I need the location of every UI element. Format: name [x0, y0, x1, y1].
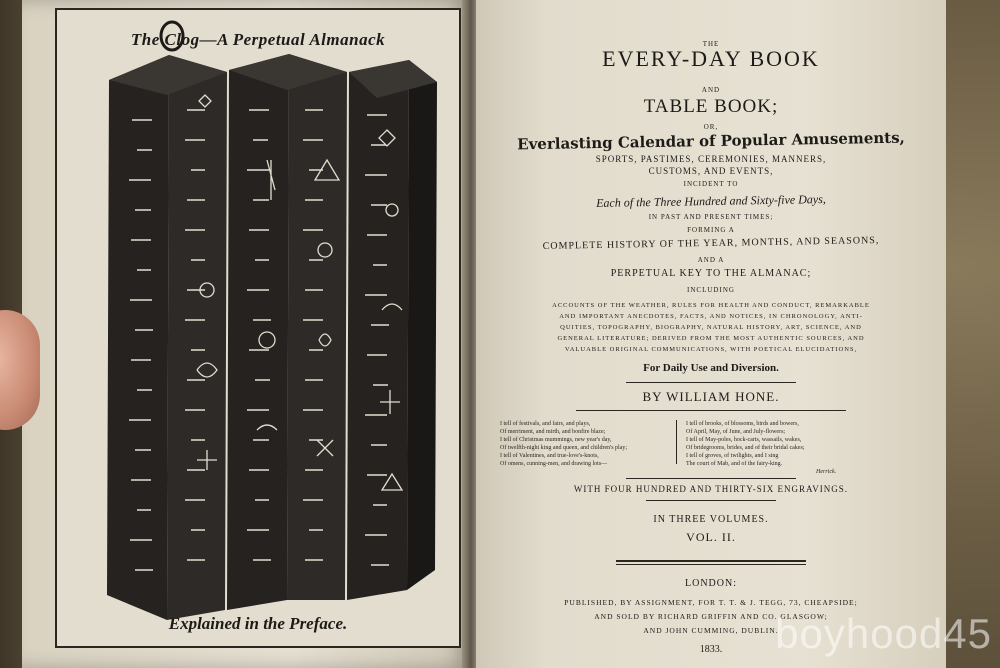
para-line-4: GENERAL LITERATURE; DERIVED FROM THE MOST AUTHENTIC SOURCES, AND — [557, 335, 865, 342]
year-line: 1833. — [699, 644, 723, 655]
plate-caption: Explained in the Preface. — [168, 614, 348, 633]
verse-right-line: Of April, May, of June, and July-flowers; — [686, 429, 786, 435]
line-sports: SPORTS, PASTIMES, CEREMONIES, MANNERS, — [595, 154, 827, 164]
left-page — [22, 0, 470, 668]
imprint-line-2: AND SOLD BY RICHARD GRIFFIN AND CO. GLASGOW; — [594, 612, 828, 621]
para-line-2: AND IMPORTANT ANECDOTES, FACTS, AND NOTICES, IN CHRONOLOGY, ANTI- — [559, 313, 863, 320]
london-line: LONDON: — [685, 578, 737, 589]
rule-5 — [616, 560, 806, 562]
the-label: THE — [702, 40, 720, 48]
frontispiece-plate — [55, 8, 461, 648]
incident-label: INCIDENT TO — [683, 180, 739, 188]
daily-use-line: For Daily Use and Diversion. — [643, 362, 779, 374]
rule-1 — [626, 382, 796, 383]
verse-left-line: Of twelfth-night king and queen, and children's play; — [500, 445, 628, 451]
verse-left — [500, 420, 627, 468]
para-line-3: QUITIES, TOPOGRAPHY, BIOGRAPHY, NATURAL HISTORY, ART, SCIENCE, AND — [560, 324, 862, 331]
watermark: boyhood45 — [775, 610, 992, 657]
volume-number: VOL. II. — [686, 530, 736, 544]
imprint-line-1: PUBLISHED, BY ASSIGNMENT, FOR T. T. & J. TEGG, 73, CHEAPSIDE; — [564, 598, 858, 607]
title-every-day-book: EVERY-DAY BOOK — [602, 46, 820, 71]
verse-left-line: Of merriment, and mirth, and bonfire blaze; — [500, 429, 606, 435]
title-table-book: TABLE BOOK; — [643, 96, 779, 117]
verse-right-line: Of bridegrooms, brides, and of their bridal cakes; — [686, 445, 805, 451]
rule-2 — [576, 410, 846, 411]
verse-left-line: I tell of Christmas mummings, new year's day, — [500, 437, 612, 443]
days-line: Each of the Three Hundred and Sixty-five Days, — [596, 191, 826, 211]
or-label: OR, — [703, 123, 719, 131]
verse-divider — [676, 420, 677, 464]
imprint-line-3: AND JOHN CUMMING, DUBLIN. — [643, 626, 779, 635]
verse-right — [686, 420, 804, 468]
volumes-line: IN THREE VOLUMES. — [653, 514, 769, 525]
thumb — [0, 310, 40, 430]
and-a-label: AND A — [697, 256, 725, 264]
title-page — [476, 0, 946, 668]
line-customs: CUSTOMS, AND EVENTS, — [648, 166, 774, 176]
verse-right-line: The court of Mab, and of the fairy-king. — [686, 461, 783, 467]
plate-title: The Clog—A Perpetual Almanack — [130, 30, 386, 49]
rule-6 — [616, 564, 806, 565]
past-line: IN PAST AND PRESENT TIMES; — [648, 213, 774, 221]
forming-label: FORMING A — [687, 226, 735, 234]
engravings-line: WITH FOUR HUNDRED AND THIRTY-SIX ENGRAVINGS. — [573, 484, 849, 494]
verse-right-line: I tell of May-poles, hock-carts, wassails, wakes, — [686, 437, 802, 443]
subtitle: Everlasting Calendar of Popular Amusements, — [517, 128, 905, 154]
complete-history-line: COMPLETE HISTORY OF THE YEAR, MONTHS, AND SEASONS, — [542, 235, 880, 252]
verse-right-line: I tell of groves, of twilights, and I sing — [686, 453, 779, 459]
perpetual-key-line: PERPETUAL KEY TO THE ALMANAC; — [610, 268, 812, 279]
para-line-1: ACCOUNTS OF THE WEATHER, RULES FOR HEALTH AND CONDUCT, REMARKABLE — [552, 302, 870, 309]
para-line-5: VALUABLE ORIGINAL COMMUNICATIONS, WITH POETICAL ELUCIDATIONS, — [564, 346, 858, 353]
and-label: AND — [701, 86, 721, 94]
author-line: BY WILLIAM HONE. — [642, 389, 780, 404]
verse-left-line: I tell of Valentines, and true-love's-knots, — [500, 453, 599, 459]
clog-engraving — [57, 10, 459, 646]
verse-attribution: Herrick. — [816, 469, 837, 475]
including-label: INCLUDING — [687, 286, 735, 294]
rule-4 — [646, 500, 776, 501]
verse-right-line: I tell of brooks, of blossoms, birds and bowers, — [686, 421, 799, 427]
verse-left-line: I tell of festivals, and fairs, and plays, — [500, 421, 591, 427]
verse-left-line: Of omens, cunning-men, and drawing lots— — [500, 461, 608, 467]
rule-3 — [626, 478, 796, 479]
